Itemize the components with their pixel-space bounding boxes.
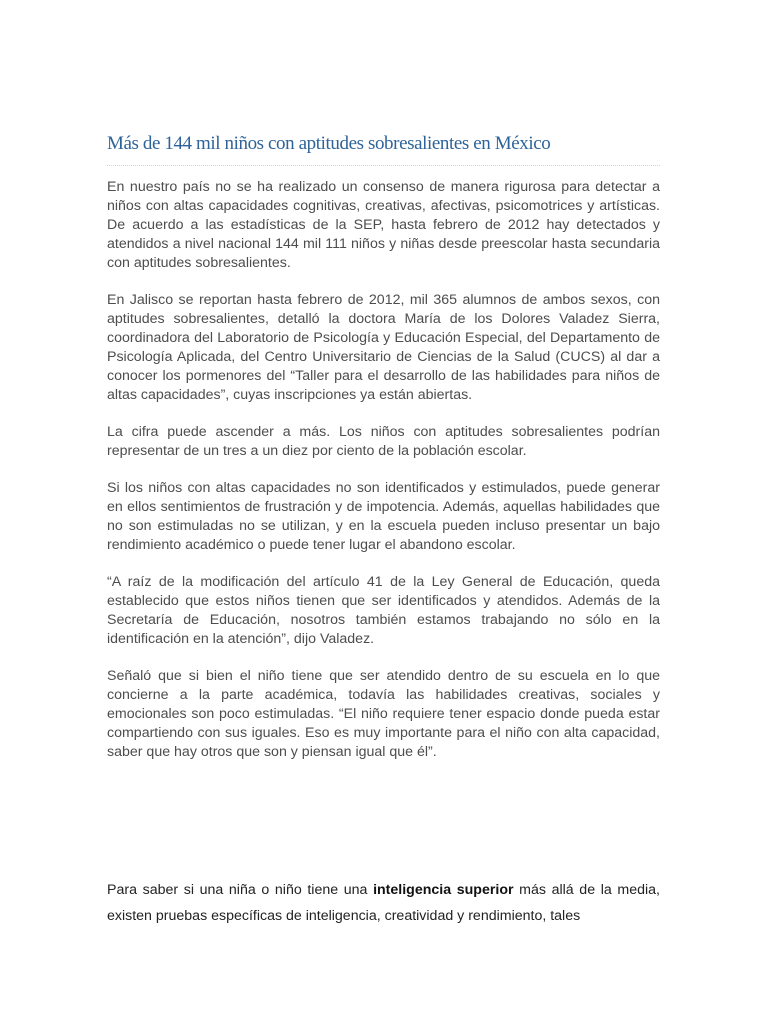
article: [107, 131, 660, 780]
article-title: Más de 144 mil niños con aptitudes sobresalientes en México: [107, 133, 551, 154]
emphasis-inteligencia-superior: inteligencia superior: [373, 882, 514, 898]
continuation-paragraph: [107, 877, 660, 929]
title-divider: [107, 165, 660, 166]
paragraph-4: Si los niños con altas capacidades no son identificados y estimulados, puede generar en ellos sentimientos de frustración y de impotencia. Además, aquellas habilidades que no son estimuladas no se utilizan, y en la escuela pueden incluso presentar un bajo rendimiento académico o puede tener lugar el abandono escolar.: [107, 480, 660, 553]
continuation-text-end: más allá de la media, existen pruebas específicas de inteligencia, creatividad y rendimiento, tales: [107, 882, 660, 924]
paragraph-5: “A raíz de la modificación del artículo 41 de la Ley General de Educación, queda establecido que estos niños tienen que ser identificados y atendidos. Además de la Secretaría de Educación, nosotros también estamos trabajando no sólo en la identificación en la atención”, dijo Valadez.: [107, 574, 660, 647]
paragraph-1: En nuestro país no se ha realizado un consenso de manera rigurosa para detectar a niños con altas capacidades cognitivas, creativas, afectivas, psicomotrices y artísticas. De acuerdo a las estadísticas de la SEP, hasta febrero de 2012 hay detectados y atendidos a nivel nacional 144 mil 111 niños y niñas desde preescolar hasta secundaria con aptitudes sobresalientes.: [107, 179, 660, 271]
continuation-text-start: Para saber si una niña o niño tiene una: [107, 882, 374, 898]
paragraph-6: Señaló que si bien el niño tiene que ser atendido dentro de su escuela en lo que concierne a la parte académica, todavía las habilidades creativas, sociales y emocionales son poco estimuladas. “El niño requiere tener espacio donde pueda estar compartiendo con sus iguales. Eso es muy importante para el niño con alta capacidad, saber que hay otros que son y piensan igual que él”.: [107, 668, 660, 760]
paragraph-2: En Jalisco se reportan hasta febrero de 2012, mil 365 alumnos de ambos sexos, con aptitudes sobresalientes, detalló la doctora María de los Dolores Valadez Sierra, coordinadora del Laboratorio de Psicología y Educación Especial, del Departamento de Psicología Aplicada, del Centro Universitario de Ciencias de la Salud (CUCS) al dar a conocer los pormenores del “Taller para el desarrollo de las habilidades para niños de altas capacidades”, cuyas inscripciones ya están abiertas.: [107, 292, 660, 403]
paragraph-3: La cifra puede ascender a más. Los niños con aptitudes sobresalientes podrían representar de un tres a un diez por ciento de la población escolar.: [107, 424, 660, 459]
